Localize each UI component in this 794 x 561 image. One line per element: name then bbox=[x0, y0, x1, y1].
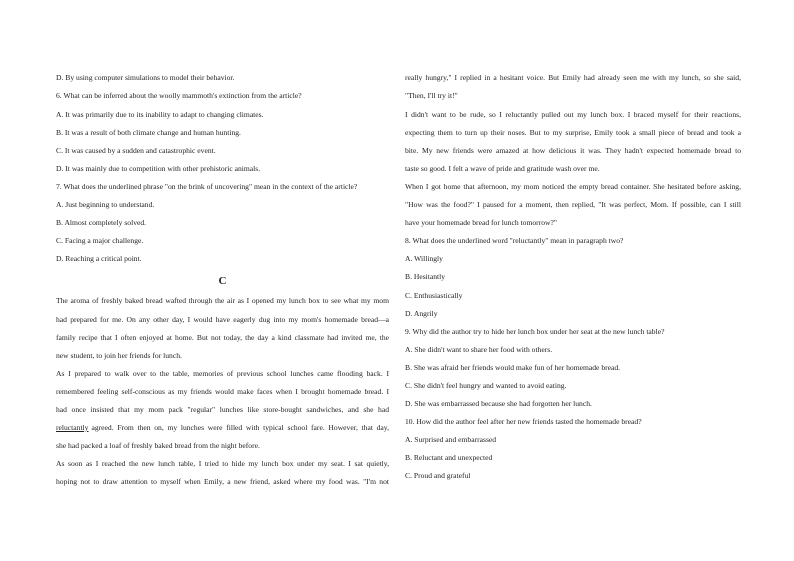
passage-line: taste so good. I felt a wave of pride and gratitude wash over me. bbox=[405, 164, 600, 173]
passage-line: hoping not to draw attention to myself when Emily, a new friend, asked where my food was. "I'm not bbox=[56, 477, 389, 486]
q10-stem: 10. How did the author feel after her new friends tasted the homemade bread? bbox=[405, 417, 642, 426]
q9-stem: 9. Why did the author try to hide her lunch box under her seat at the new lunch table? bbox=[405, 327, 665, 336]
q6-option-d: D. It was mainly due to competition with other prehistoric animals. bbox=[56, 164, 261, 173]
q9-option-a: A. She didn't want to share her food with others. bbox=[405, 345, 553, 354]
q7-option-b: B. Almost completely solved. bbox=[56, 218, 147, 227]
passage-line: family recipe that I often enjoyed at home. But not today, the day a kind classmate had invited me, the bbox=[56, 333, 389, 342]
q10-option-c: C. Proud and grateful bbox=[405, 471, 471, 480]
q8-option-b: B. Hesitantly bbox=[405, 272, 446, 281]
passage-line: she had packed a loaf of freshly baked bread from the night before. bbox=[56, 441, 260, 450]
passage-line: As I prepared to walk over to the table, memories of previous school lunches came flooding back. I bbox=[56, 369, 389, 378]
passage-line: have your homemade bread for lunch tomorrow?" bbox=[405, 218, 557, 227]
underlined-word: reluctantly bbox=[56, 423, 89, 432]
q9-option-d: D. She was embarrassed because she had forgotten her lunch. bbox=[405, 399, 592, 408]
passage-line: The aroma of freshly baked bread wafted through the air as I opened my lunch box to see what my mom bbox=[56, 296, 389, 305]
q7-option-c: C. Facing a major challenge. bbox=[56, 236, 144, 245]
q10-option-a: A. Surprised and embarrassed bbox=[405, 435, 497, 444]
q8-option-a: A. Willingly bbox=[405, 254, 443, 263]
q6-option-c: C. It was caused by a sudden and catastrophic event. bbox=[56, 146, 216, 155]
passage-line: really hungry," I replied in a hesitant voice. But Emily had already seen me with my lunch, so she said, bbox=[405, 73, 741, 82]
q5-option-d: D. By using computer simulations to model their behavior. bbox=[56, 73, 235, 82]
passage-line: had prepared for me. On any other day, I would have eagerly dug into my mom's homemade bread—a bbox=[56, 315, 389, 324]
q6-option-a: A. It was primarily due to its inability to adapt to changing climates. bbox=[56, 110, 264, 119]
q7-stem: 7. What does the underlined phrase "on the brink of uncovering" mean in the context of the article? bbox=[56, 182, 358, 191]
q9-option-c: C. She didn't feel hungry and wanted to avoid eating. bbox=[405, 381, 567, 390]
q8-stem: 8. What does the underlined word "reluctantly" mean in paragraph two? bbox=[405, 236, 624, 245]
passage-line: I didn't want to be rude, so I reluctantly pulled out my lunch box. I braced myself for their reactions, bbox=[405, 110, 741, 119]
passage-line: When I got home that afternoon, my mom noticed the empty bread container. She hesitated before asking, bbox=[405, 182, 741, 191]
q8-option-c: C. Enthusiastically bbox=[405, 291, 463, 300]
passage-line-with-underline bbox=[56, 423, 389, 433]
q6-option-b: B. It was a result of both climate change and human hunting. bbox=[56, 128, 241, 137]
passage-line: new student, to join her friends for lunch. bbox=[56, 351, 182, 360]
passage-line: As soon as I reached the new lunch table, I tried to hide my lunch box under my seat. I sat quietly, bbox=[56, 459, 389, 468]
passage-line: remembered feeling self-conscious as my friends would make faces when I brought homemade bread. I bbox=[56, 387, 389, 396]
passage-line: "Then, I'll try it!" bbox=[405, 91, 458, 100]
q8-option-d: D. Angrily bbox=[405, 309, 438, 318]
q6-stem: 6. What can be inferred about the woolly mammoth's extinction from the article? bbox=[56, 91, 302, 100]
passage-line-rest: agreed. From then on, my lunches were filled with typical school fare. However, that day, bbox=[91, 423, 389, 432]
q9-option-b: B. She was afraid her friends would make fun of her homemade bread. bbox=[405, 363, 621, 372]
passage-line: bite. My new friends were amazed at how delicious it was. They hadn't expected homemade bread to bbox=[405, 146, 741, 155]
passage-line: had once insisted that my mom pack "regular" lunches like store-bought sandwiches, and she had bbox=[56, 405, 389, 414]
passage-line: expecting them to turn up their noses. But to my surprise, Emily took a small piece of bread and took a bbox=[405, 128, 741, 137]
passage-line: "How was the food?" I paused for a moment, then replied, "It was perfect, Mom. If possible, can I still bbox=[405, 200, 741, 209]
q10-option-b: B. Reluctant and unexpected bbox=[405, 453, 493, 462]
q7-option-a: A. Just beginning to understand. bbox=[56, 200, 155, 209]
q7-option-d: D. Reaching a critical point. bbox=[56, 254, 142, 263]
section-heading: C bbox=[218, 275, 227, 287]
